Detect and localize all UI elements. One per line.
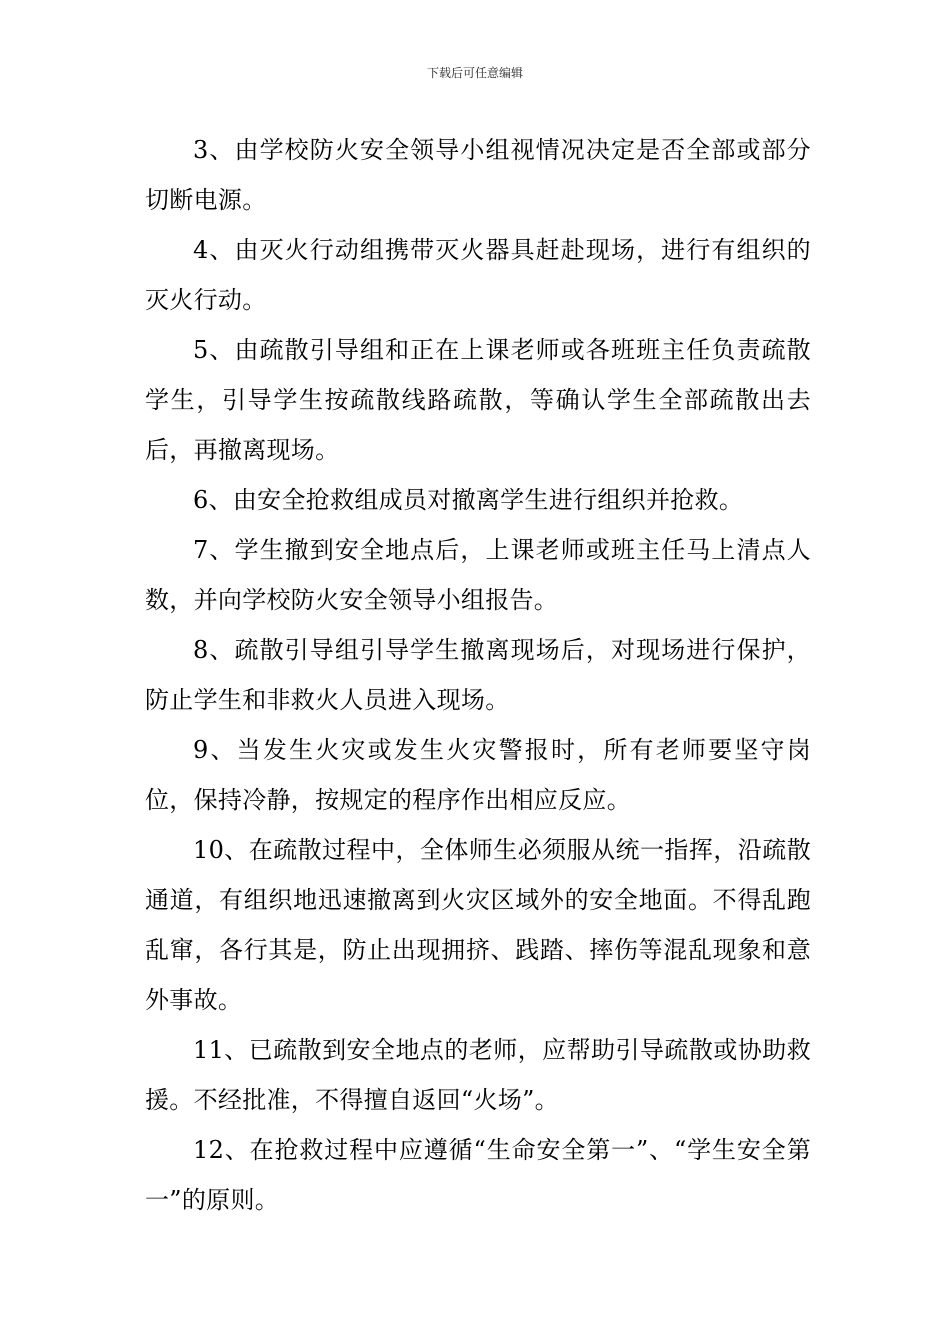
- paragraph-item-3: 3、由学校防火安全领导小组视情况决定是否全部或部分切断电源。: [145, 136, 811, 214]
- page-header-note: 下载后可任意编辑: [426, 66, 523, 80]
- document-body: [145, 125, 811, 1225]
- paragraph-item-6: 6、由安全抢救组成员对撤离学生进行组织并抢救。: [193, 486, 744, 514]
- paragraph-item-9: 9、当发生火灾或发生火灾警报时，所有老师要坚守岗位，保持冷静，按规定的程序作出相应反应。: [145, 736, 811, 814]
- paragraph-item-8: 8、疏散引导组引导学生撤离现场后，对现场进行保护，防止学生和非救火人员进入现场。: [145, 636, 811, 714]
- paragraph-item-11: 11、已疏散到安全地点的老师，应帮助引导疏散或协助救援。不经批准，不得擅自返回“火场”。: [145, 1036, 811, 1114]
- paragraph-item-4: 4、由灭火行动组携带灭火器具赶赴现场，进行有组织的灭火行动。: [145, 236, 811, 314]
- paragraph-item-12: 12、在抢救过程中应遵循“生命安全第一”、“学生安全第一”的原则。: [145, 1136, 811, 1214]
- paragraph-item-7: 7、学生撤到安全地点后，上课老师或班主任马上清点人数，并向学校防火安全领导小组报告。: [145, 536, 811, 614]
- paragraph-item-10: 10、在疏散过程中，全体师生必须服从统一指挥，沿疏散通道，有组织地迅速撤离到火灾区域外的安全地面。不得乱跑乱窜，各行其是，防止出现拥挤、践踏、摔伤等混乱现象和意外事故。: [145, 836, 811, 1014]
- paragraph-item-5: 5、由疏散引导组和正在上课老师或各班班主任负责疏散学生，引导学生按疏散线路疏散，等确认学生全部疏散出去后，再撤离现场。: [145, 336, 811, 464]
